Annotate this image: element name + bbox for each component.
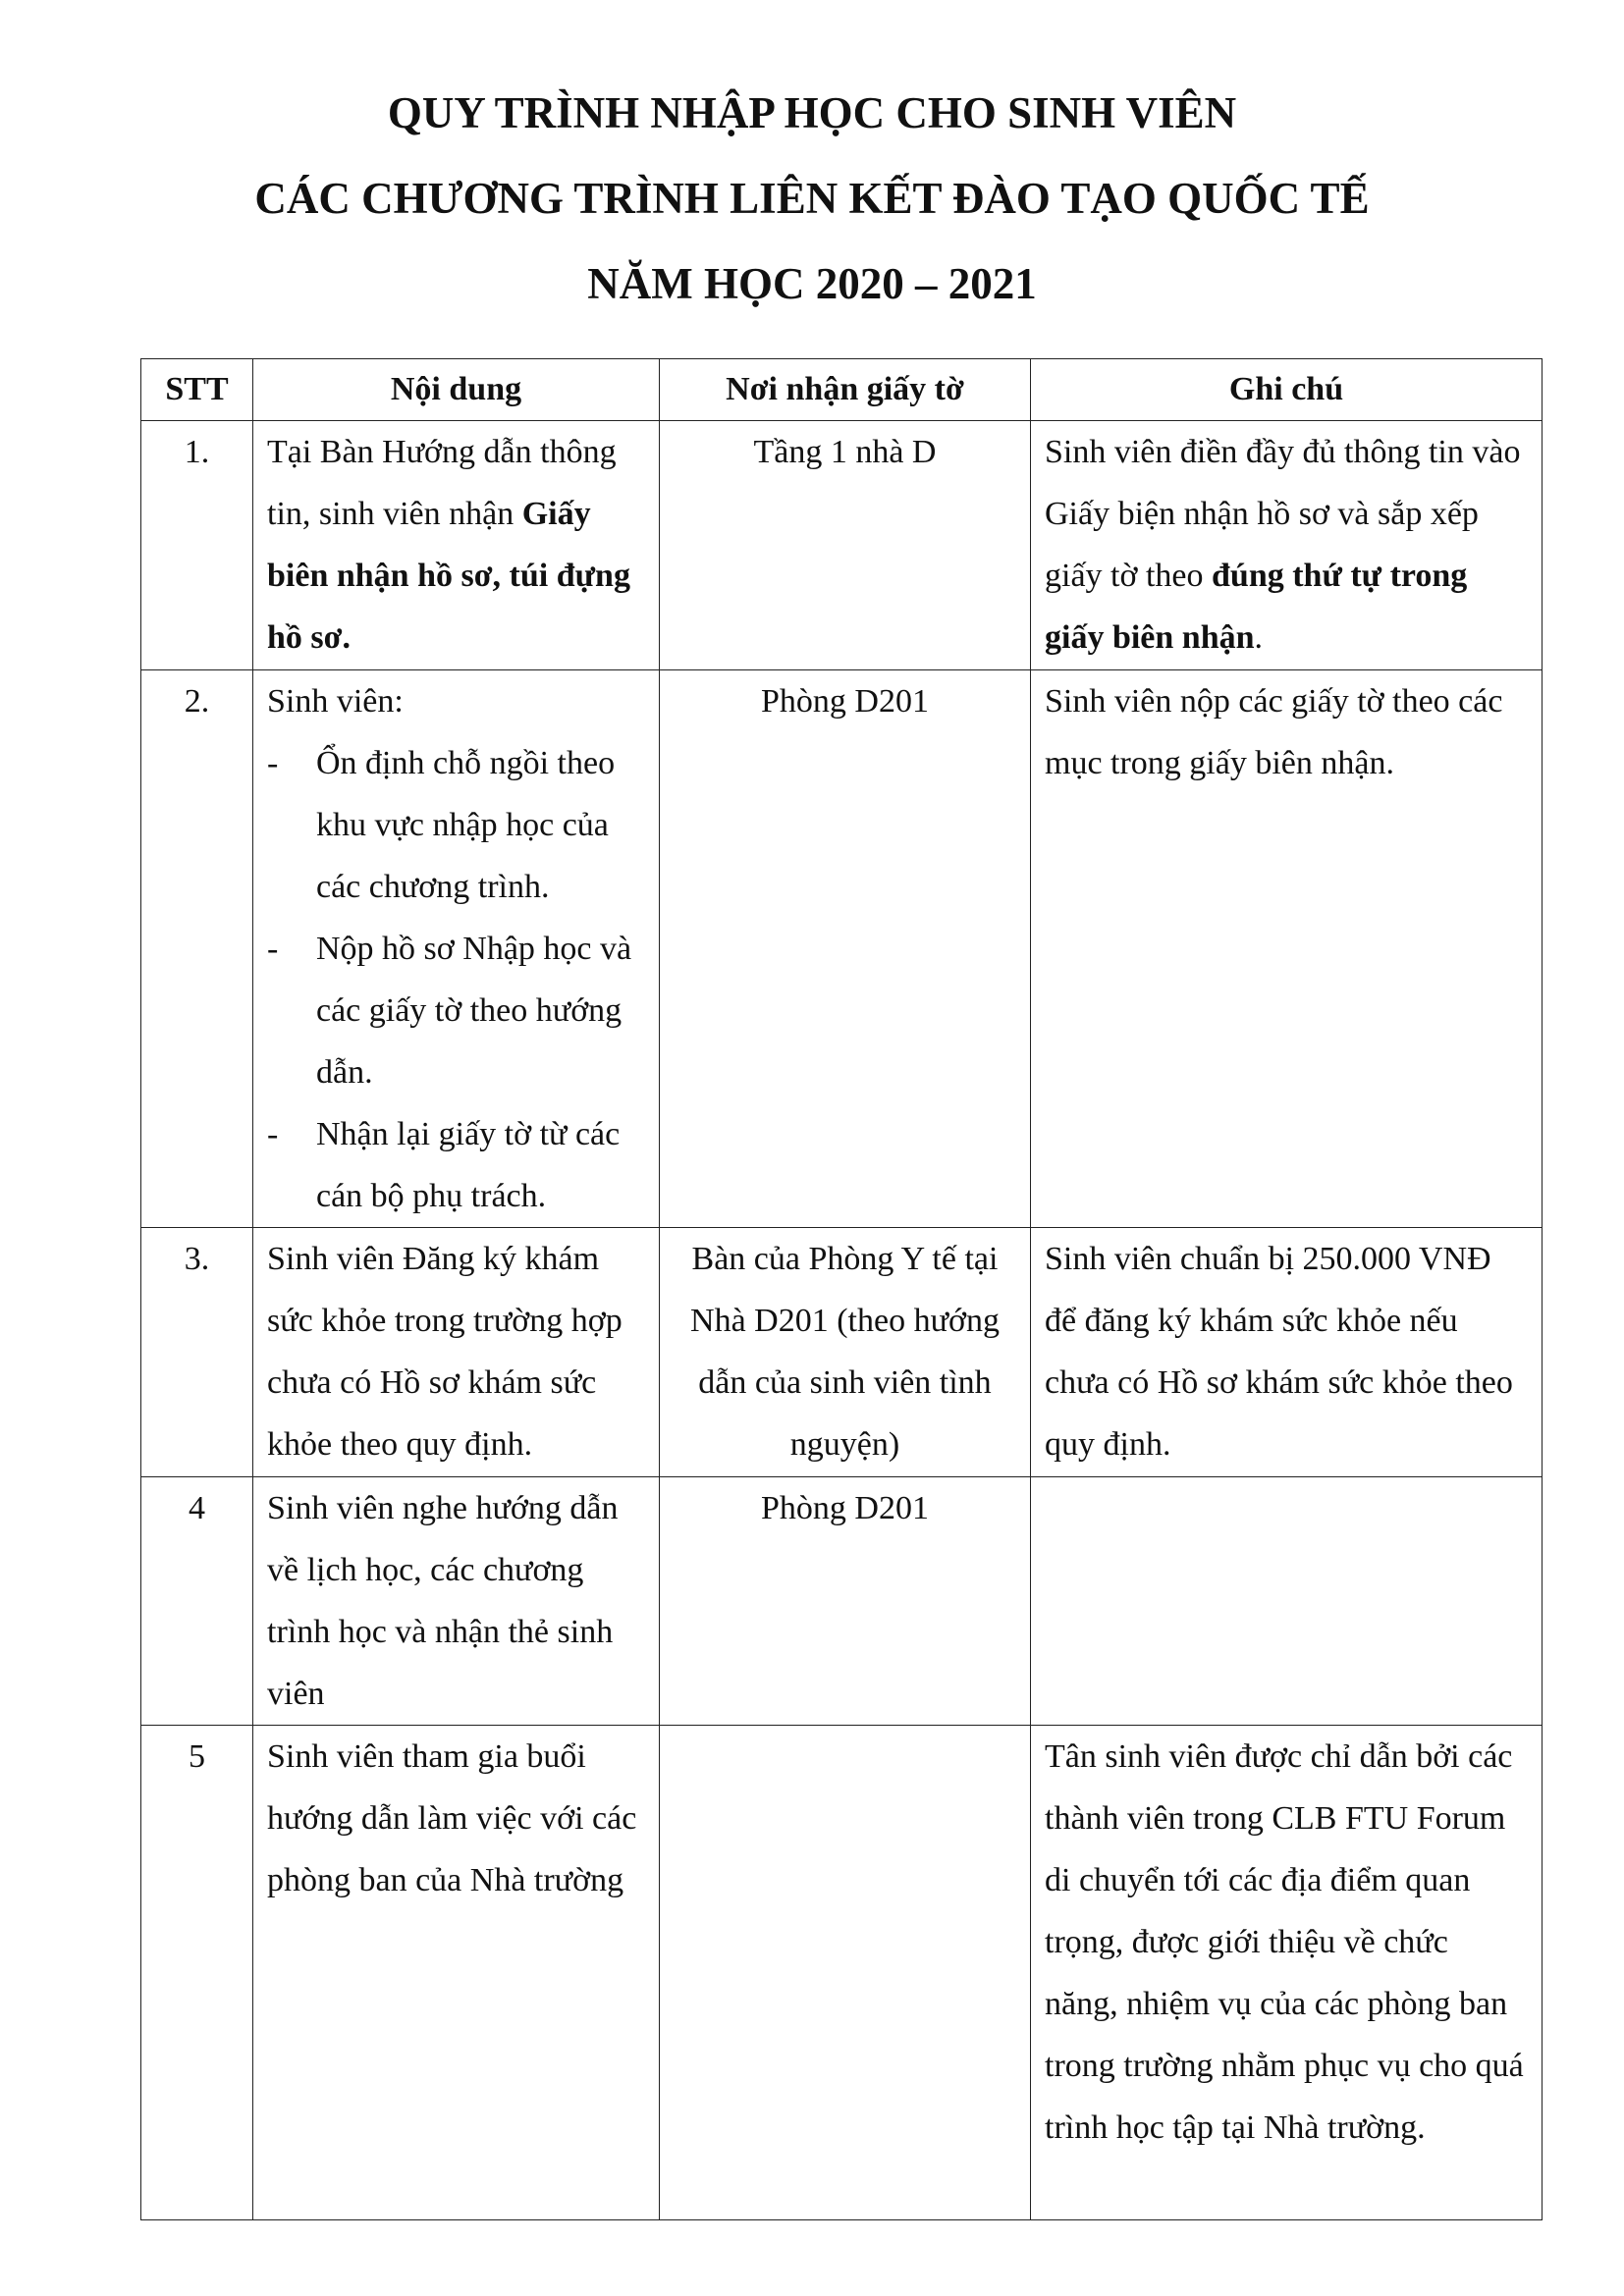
header-place: Nơi nhận giấy tờ bbox=[660, 359, 1031, 421]
row-place: Bàn của Phòng Y tế tại Nhà D201 (theo hướng dẫn của sinh viên tình nguyện) bbox=[660, 1228, 1031, 1477]
row-stt: 1. bbox=[141, 421, 253, 670]
row-stt: 4 bbox=[141, 1477, 253, 1726]
content-text: Tại Bàn Hướng dẫn thông tin, sinh viên nhận bbox=[267, 434, 617, 532]
row-note: Sinh viên nộp các giấy tờ theo các mục trong giấy biên nhận. bbox=[1031, 670, 1543, 1228]
table-header-row bbox=[141, 359, 1543, 421]
table-row bbox=[141, 670, 1543, 1228]
table-row bbox=[141, 1477, 1543, 1726]
content-text: Sinh viên: bbox=[267, 683, 404, 720]
row-place bbox=[660, 1726, 1031, 2220]
table-row bbox=[141, 1726, 1543, 2220]
bullet-dash: - bbox=[267, 931, 279, 967]
bullet-text: Ổn định chỗ ngồi theo khu vực nhập học của các chương trình. bbox=[316, 745, 616, 905]
header-note: Ghi chú bbox=[1031, 359, 1543, 421]
row-note: Tân sinh viên được chỉ dẫn bởi các thành viên trong CLB FTU Forum di chuyển tới các địa điểm quan trọng, được giới thiệu về chức năng, nhiệm vụ của các phòng ban trong trường nhằm phục vụ cho quá trình học tập tại Nhà trường. bbox=[1031, 1726, 1543, 2220]
title-line-1: QUY TRÌNH NHẬP HỌC CHO SINH VIÊN bbox=[387, 88, 1237, 137]
list-item bbox=[267, 1103, 645, 1227]
note-bold-text: đúng thứ tự trong giấy biên nhận bbox=[1045, 558, 1468, 656]
row-place: Phòng D201 bbox=[660, 670, 1031, 1228]
row-stt: 2. bbox=[141, 670, 253, 1228]
header-content: Nội dung bbox=[253, 359, 660, 421]
admission-procedure-table bbox=[140, 358, 1543, 2220]
document-title bbox=[0, 71, 1624, 327]
row-content: Sinh viên Đăng ký khám sức khỏe trong trường hợp chưa có Hồ sơ khám sức khỏe theo quy định. bbox=[253, 1228, 660, 1477]
bullet-dash: - bbox=[267, 745, 279, 781]
table-row bbox=[141, 421, 1543, 670]
list-item bbox=[267, 732, 645, 918]
row-content bbox=[253, 670, 660, 1228]
row-note bbox=[1031, 421, 1543, 670]
list-item bbox=[267, 918, 645, 1103]
bullet-text: Nộp hồ sơ Nhập học và các giấy tờ theo hướng dẫn. bbox=[316, 931, 632, 1091]
row-content: Sinh viên nghe hướng dẫn về lịch học, các chương trình học và nhận thẻ sinh viên bbox=[253, 1477, 660, 1726]
row-note: Sinh viên chuẩn bị 250.000 VNĐ để đăng ký khám sức khỏe nếu chưa có Hồ sơ khám sức khỏe theo quy định. bbox=[1031, 1228, 1543, 1477]
row-place: Phòng D201 bbox=[660, 1477, 1031, 1726]
row-place: Tầng 1 nhà D bbox=[660, 421, 1031, 670]
bullet-dash: - bbox=[267, 1116, 279, 1152]
content-bold-text: Giấy biên nhận hồ sơ, túi đựng hồ sơ. bbox=[267, 496, 630, 656]
row-stt: 3. bbox=[141, 1228, 253, 1477]
title-line-3: NĂM HỌC 2020 – 2021 bbox=[587, 259, 1037, 308]
table-row bbox=[141, 1228, 1543, 1477]
note-text-end: . bbox=[1254, 619, 1264, 656]
row-content: Sinh viên tham gia buổi hướng dẫn làm việc với các phòng ban của Nhà trường bbox=[253, 1726, 660, 2220]
header-stt: STT bbox=[141, 359, 253, 421]
note-text: Sinh viên điền đầy đủ thông tin vào Giấy biện nhận hồ sơ và sắp xếp giấy tờ theo bbox=[1045, 434, 1521, 594]
row-stt: 5 bbox=[141, 1726, 253, 2220]
row-note bbox=[1031, 1477, 1543, 1726]
bullet-text: Nhận lại giấy tờ từ các cán bộ phụ trách. bbox=[316, 1116, 621, 1214]
row-content bbox=[253, 421, 660, 670]
title-line-2: CÁC CHƯƠNG TRÌNH LIÊN KẾT ĐÀO TẠO QUỐC TẾ bbox=[254, 174, 1370, 223]
